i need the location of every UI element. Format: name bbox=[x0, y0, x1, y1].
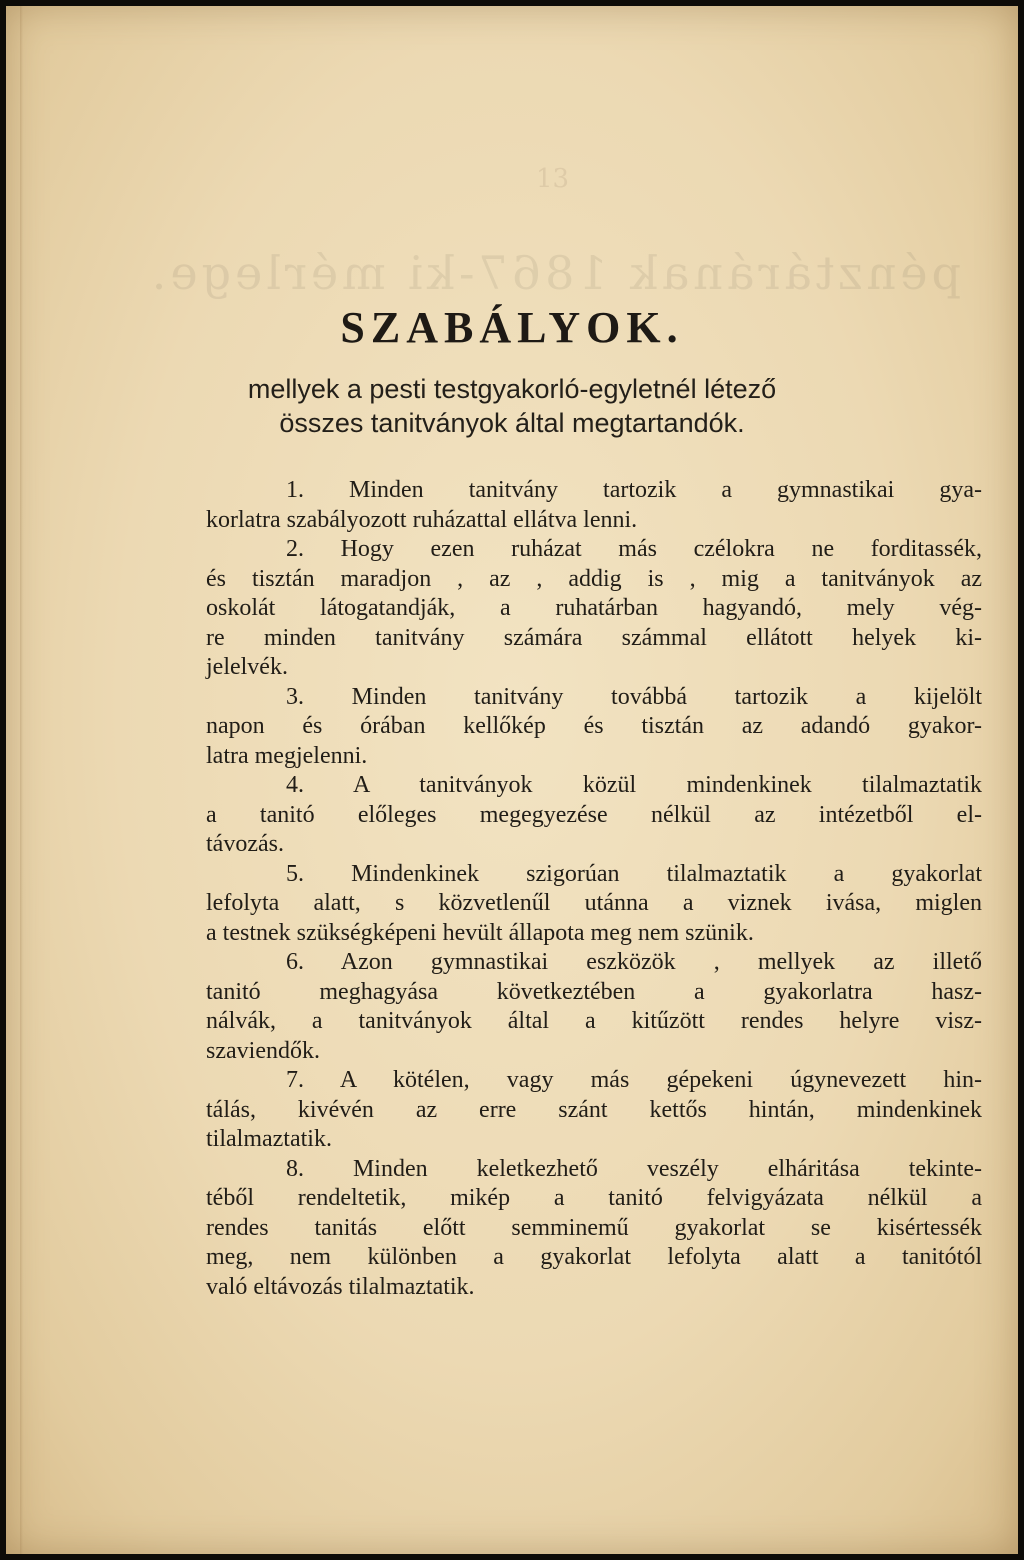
subtitle-line: mellyek a pesti testgyakorló-egyletnél létező bbox=[247, 374, 777, 404]
rules-list bbox=[206, 476, 982, 1302]
rule-line: és tisztán maradjon , az , addig is , mig a tanitványok az bbox=[206, 565, 982, 592]
rule-line: napon és órában kellőkép és tisztán az adandó gyakor- bbox=[206, 713, 982, 739]
rule-line: 5. Mindenkinek szigorúan tilalmaztatik a gyakorlat bbox=[286, 860, 982, 887]
rule-line: tilalmaztatik. bbox=[206, 1126, 332, 1152]
rule-3 bbox=[206, 683, 982, 772]
rule-line: oskolát látogatandják, a ruhatárban hagyandó, mely vég- bbox=[206, 595, 982, 621]
subtitle-line: összes tanitványok által megtartandók. bbox=[279, 408, 745, 438]
rule-line: 8. Minden keletkezhető veszély elháritása tekinte- bbox=[286, 1155, 982, 1182]
document-subtitle bbox=[6, 372, 1018, 440]
rule-line: téből rendeltetik, mikép a tanitó felvigyázata nélkül a bbox=[206, 1185, 982, 1211]
rule-line: rendes tanitás előtt semminemű gyakorlat se kisértessék bbox=[206, 1214, 982, 1241]
rule-line: korlatra szabályozott ruházattal ellátva lenni. bbox=[206, 506, 638, 533]
rule-line: lefolyta alatt, s közvetlenűl utánna a viznek ivása, miglen bbox=[206, 890, 982, 916]
rule-1 bbox=[206, 476, 982, 535]
rule-line: távozás. bbox=[206, 831, 284, 857]
rule-line: 6. Azon gymnastikai eszközök , mellyek az illető bbox=[286, 949, 982, 975]
scanned-page bbox=[6, 6, 1018, 1554]
rule-5 bbox=[206, 860, 982, 949]
rule-line: való eltávozás tilalmaztatik. bbox=[206, 1273, 475, 1300]
rule-line: a tanitó előleges megegyezése nélkül az intézetből el- bbox=[206, 801, 982, 828]
rule-line: nálvák, a tanitványok által a kitűzött rendes helyre visz- bbox=[206, 1008, 982, 1034]
rule-6 bbox=[206, 948, 982, 1066]
rule-line: 7. A kötélen, vagy más gépekeni úgynevezett hin- bbox=[286, 1067, 982, 1093]
rule-2 bbox=[206, 535, 982, 683]
document-title: SZABÁLYOK. bbox=[340, 303, 684, 352]
rule-line: a testnek szükségképeni hevült állapota meg nem szünik. bbox=[206, 919, 754, 946]
rule-4 bbox=[206, 771, 982, 860]
rule-line: 4. A tanitványok közül mindenkinek tilalmaztatik bbox=[286, 772, 982, 798]
rule-line: meg, nem különben a gyakorlat lefolyta alatt a tanitótól bbox=[206, 1244, 982, 1270]
rule-line: 3. Minden tanitvány továbbá tartozik a kijelölt bbox=[286, 683, 982, 710]
page-fold-shadow bbox=[20, 6, 23, 1554]
rule-line: re minden tanitvány számára számmal ellátott helyek ki- bbox=[206, 624, 982, 651]
rule-line: 2. Hogy ezen ruházat más czélokra ne forditassék, bbox=[286, 536, 982, 562]
bleed-through-page-number: 13 bbox=[536, 164, 570, 194]
rule-line: tálás, kivévén az erre szánt kettős hintán, mindenkinek bbox=[206, 1096, 982, 1123]
rule-line: 1. Minden tanitvány tartozik a gymnastikai gya- bbox=[286, 477, 982, 503]
bleed-through-text: pénztárának 1867-ki mérlege. bbox=[147, 246, 961, 300]
rule-line: tanitó meghagyása következtében a gyakorlatra hasz- bbox=[206, 978, 982, 1005]
rule-8 bbox=[206, 1155, 982, 1303]
rule-line: jelelvék. bbox=[206, 654, 288, 680]
rule-line: szaviendők. bbox=[206, 1037, 320, 1064]
rule-7 bbox=[206, 1066, 982, 1155]
rule-line: latra megjelenni. bbox=[206, 742, 368, 769]
